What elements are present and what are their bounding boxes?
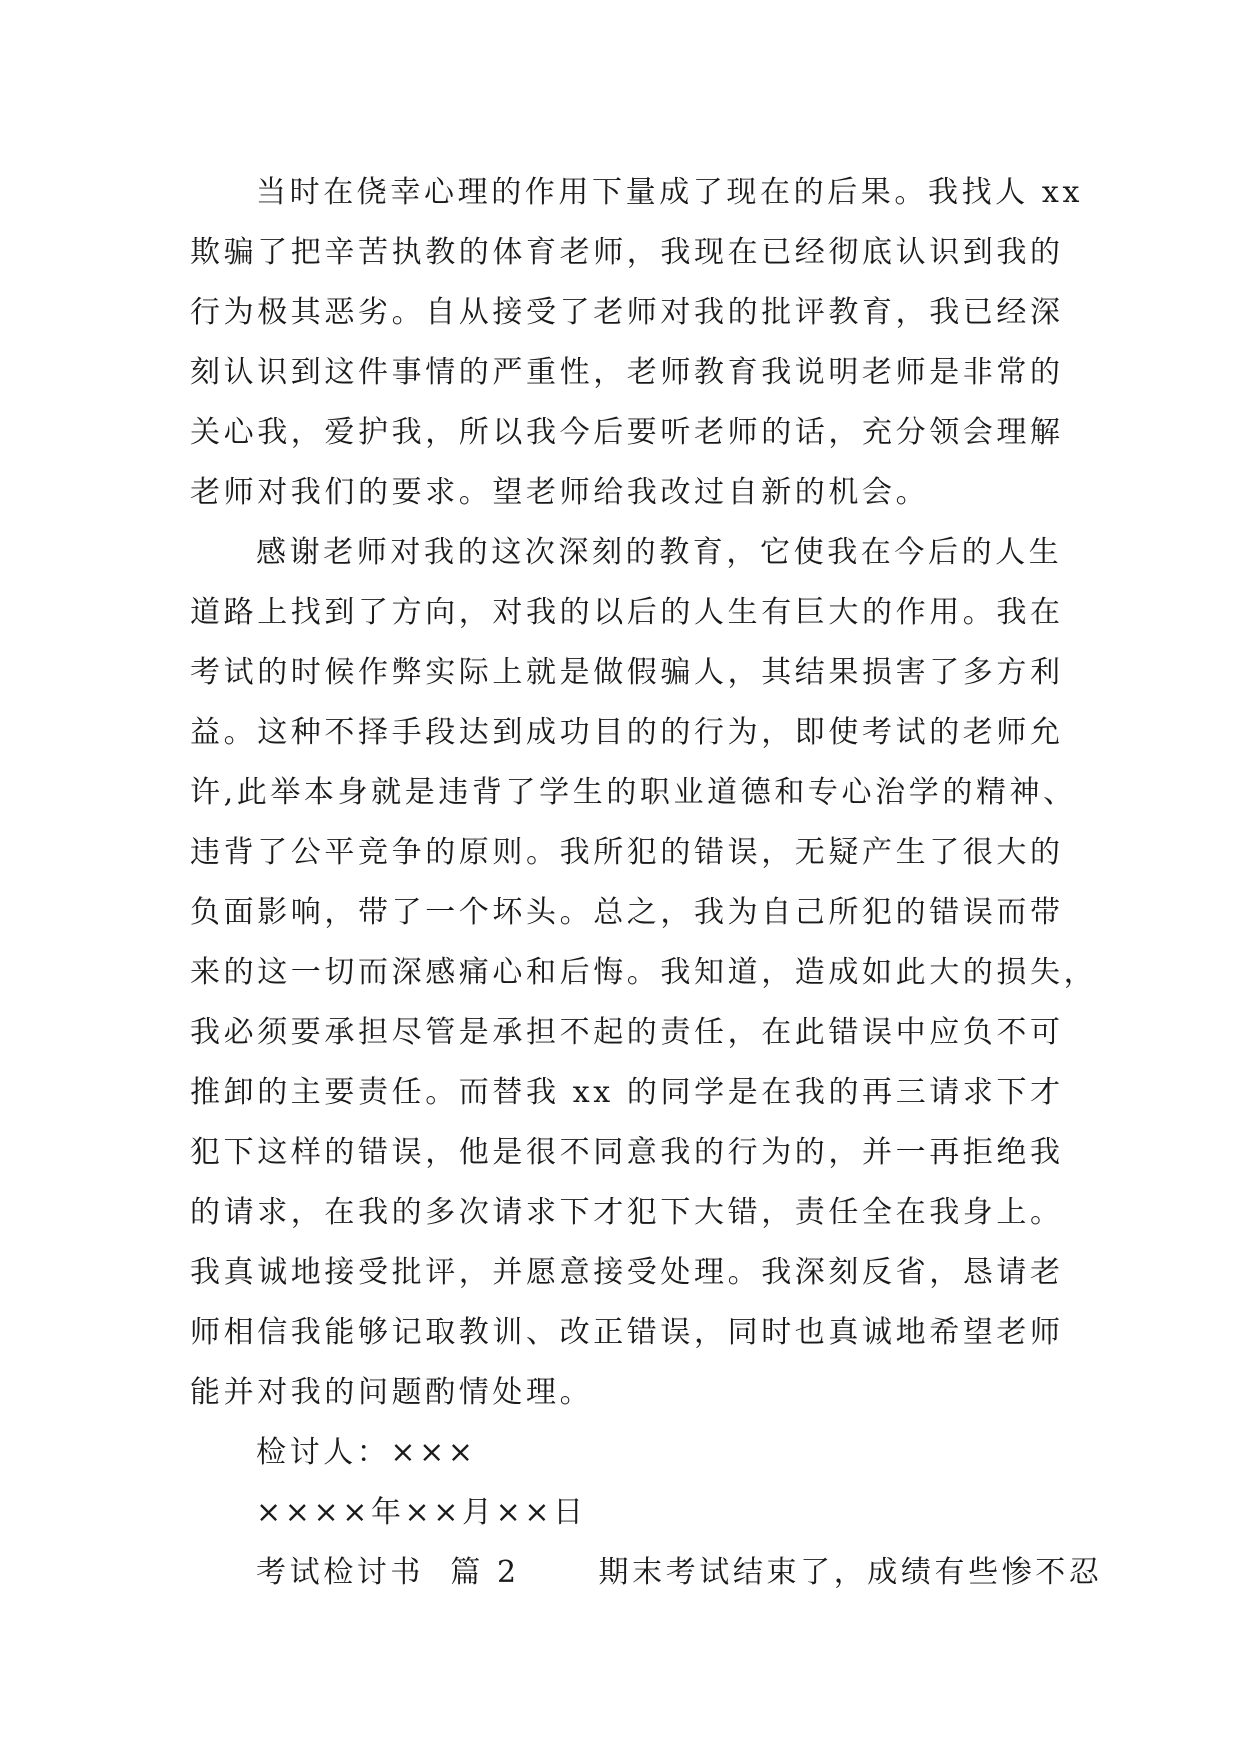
text-line-2: 欺骗了把辛苦执教的体育老师，我现在已经彻底认识到我的 [190,235,1064,270]
text-line-5: 关心我，爱护我，所以我今后要听老师的话，充分领会理解 [190,415,1064,450]
text-line-4: 刻认识到这件事情的严重性，老师教育我说明老师是非常的 [190,355,1064,390]
text-line-11: 许,此举本身就是违背了学生的职业道德和专心治学的精神、 [190,775,1077,810]
date-line: ××××年××月××日 [256,1495,587,1530]
text-line-9: 考试的时候作弊实际上就是做假骗人，其结果损害了多方利 [190,655,1064,690]
text-line-16: 推卸的主要责任。而替我 xx 的同学是在我的再三请求下才 [190,1075,1064,1110]
text-line-21: 能并对我的问题酌情处理。 [190,1375,594,1410]
text-line-10: 益。这种不择手段达到成功目的的行为，即使考试的老师允 [190,715,1064,750]
text-line-17: 犯下这样的错误，他是很不同意我的行为的，并一再拒绝我 [190,1135,1064,1170]
text-line-15: 我必须要承担尽管是承担不起的责任，在此错误中应负不可 [190,1015,1064,1050]
text-line-13: 负面影响，带了一个坏头。总之，我为自己所犯的错误而带 [190,895,1064,930]
text-line-1: 当时在侥幸心理的作用下量成了现在的后果。我找人 xx [256,175,1083,210]
text-line-18: 的请求，在我的多次请求下才犯下大错，责任全在我身上。 [190,1195,1064,1230]
text-line-20: 师相信我能够记取教训、改正错误，同时也真诚地希望老师 [190,1315,1064,1350]
text-line-3: 行为极其恶劣。自从接受了老师对我的批评教育，我已经深 [190,295,1064,330]
section-heading-line: 考试检讨书 篇 2 期末考试结束了，成绩有些惨不忍 [256,1555,1103,1590]
text-line-8: 道路上找到了方向，对我的以后的人生有巨大的作用。我在 [190,595,1064,630]
text-line-14: 来的这一切而深感痛心和后悔。我知道，造成如此大的损失， [190,955,1098,990]
text-line-7: 感谢老师对我的这次深刻的教育，它使我在今后的人生 [256,535,1063,570]
text-line-12: 违背了公平竞争的原则。我所犯的错误，无疑产生了很大的 [190,835,1064,870]
text-line-6: 老师对我们的要求。望老师给我改过自新的机会。 [190,475,930,510]
document-body [190,163,1103,1603]
signature-line: 检讨人：××× [256,1435,477,1470]
text-line-19: 我真诚地接受批评，并愿意接受处理。我深刻反省，恳请老 [190,1255,1064,1290]
